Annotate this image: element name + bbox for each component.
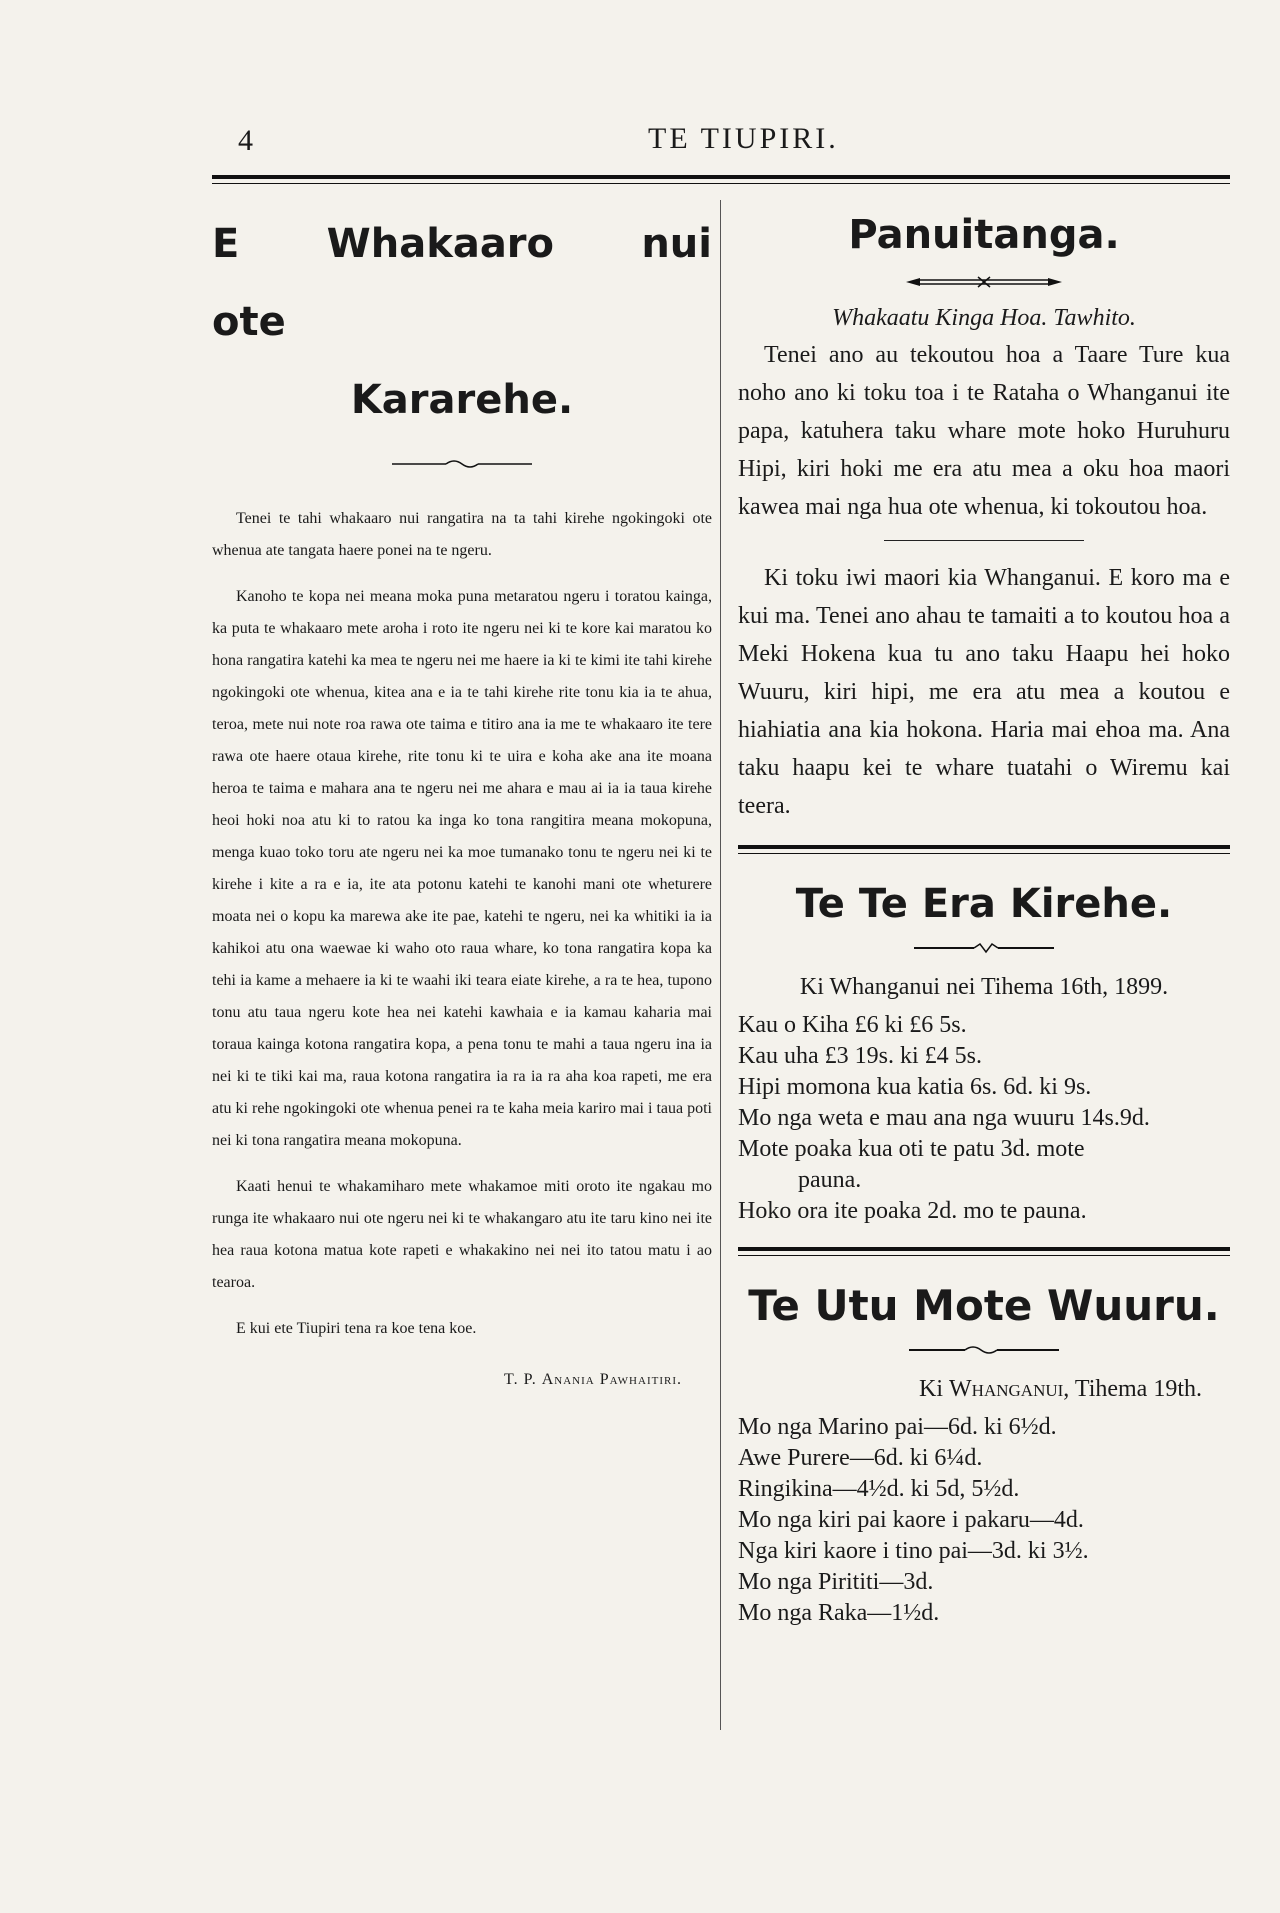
signature-name: Anania Pawhaitiri. (541, 1371, 682, 1388)
list-item: Awe Purere—6d. ki 6¼d. (738, 1445, 983, 1471)
list-item: Kau uha £3 19s. ki £4 5s. (738, 1043, 982, 1069)
article-headline (212, 205, 712, 439)
date-place: Whanganui, (949, 1376, 1070, 1402)
date-prefix: Ki (919, 1376, 944, 1402)
article-signature (212, 1371, 712, 1389)
list-item: Nga kiri kaore i tino pai—3d. ki 3½. (738, 1538, 1089, 1564)
article-paragraph-3: Kaati henui te whakamiharo mete whakamoe miti oroto ite ngakau mo runga ite whakaaro nui ote ngeru nei ki te whakangaro atu ite taru kino nei ite hea raua kotona matua kote rapeti e whakakino nei nei ito tatou matu i ao tearoa. (212, 1178, 712, 1291)
left-column (212, 205, 712, 1389)
list-item: Mo nga kiri pai kaore i pakaru—4d. (738, 1507, 1084, 1533)
header-rule-thin (212, 183, 1230, 184)
ornament-divider-icon (909, 1344, 1059, 1356)
list-item: Mo nga Pirititi—3d. (738, 1569, 934, 1595)
column-divider (720, 200, 721, 1730)
flourish-ornament-icon (914, 942, 1054, 954)
kirehe-prices-title: Te Te Era Kirehe. (795, 881, 1173, 927)
section-rule-thick (738, 1247, 1230, 1251)
article-paragraph-1: Tenei te tahi whakaaro nui rangatira na ta tahi kirehe ngokingoki ote whenua ate tangata haere ponei na te ngeru. (212, 510, 712, 559)
panuitanga-notice-2: Ki toku iwi maori kia Whanganui. E koro ma e kui ma. Tenei ano ahau te tamaiti a to koutou hoa a Meki Hokena kua tu ano taku Haapu hei hoko Wuuru, kiri hipi, me era atu mea a koutou e hiahiatia ana kia hokona. Haria mai ehoa ma. Ana taku haapu kei te whare tuatahi o Wiremu kai teera. (738, 565, 1230, 819)
notice-separator (884, 540, 1084, 541)
kirehe-prices-date: Ki Whanganui nei Tihema 16th, 1899. (799, 974, 1169, 1000)
panuitanga-title: Panuitanga. (848, 212, 1120, 258)
list-item: Mo nga Marino pai—6d. ki 6½d. (738, 1414, 1057, 1440)
list-item: Mo nga weta e mau ana nga wuuru 14s.9d. (738, 1105, 1150, 1131)
list-item: Mote poaka kua oti te patu 3d. mote (738, 1136, 1085, 1162)
wool-prices-date (738, 1372, 1230, 1406)
right-column (738, 205, 1230, 1629)
article-paragraph-2: Kanoho te kopa nei meana moka puna metaratou ngeru i toratou kainga, ka puta te whakaaro mete aroha i roto ite ngeru nei ki te kore kai maratou ko hona rangatira katehi ka mea te ngeru nei me haere ia ki te kimi ite tahi kirehe ngokingoki ote whenua, kitea ana e ia te tahi kirehe rite tonu kia ia te ahua, teroa, mete nui note roa rawa ote taima e titiro ana ia me te whakaaro ite tere rawa ote haere otaua kirehe, rite tonu ki te uira e koha ake ana ite moana heroa te taima e mahara ana te ngeru nei me ahara e mau ai ia ia taua kirehe heoi hoki noa atu ki to ratou ka inga ko tona rangitira meana mokopuna, menga kuao toko toru ate ngeru nei ka moe tumanako tonu te ngeru nei ki te kirehe i kite a ra e ia, ite ata potonu katehi te kanohi mani ote wheturere moata nei o kopu ka marewa ake ite pae, katehi te ngeru, nei ka whitiki ia ia kahikoi atu ona waewae ki waho oto raua whare, ko tona rangatira kopa ka tehi ia kame a mehaere ia ki te waahi iki teara eiate kirehe, a ra te hea, tupono tonu atu taua ngeru kote hea nei katehi kawhaia e ia kamau kaharia mai toraua kainga kotona rangatira kopa, a pena tonu te mahi a taua ngeru ina ia nei ki te tiki kai ma, raua kotona rangatira ia ra ia ra aha koa rapeti, me era atu ki rehe ngokingoki ote whenua penei ra te kaha meia kariro mai i taua poti nei ki tona rangatira meana mokopuna. (212, 588, 712, 1149)
ornament-divider-icon (392, 458, 532, 470)
kirehe-price-list (738, 1010, 1230, 1227)
masthead-title: TE TIUPIRI. (648, 122, 839, 155)
headline-ornament (212, 457, 712, 475)
list-item: Kau o Kiha £6 ki £6 5s. (738, 1012, 967, 1038)
date-rest: Tihema 19th. (1074, 1376, 1202, 1402)
list-item: Hipi momona kua katia 6s. 6d. ki 9s. (738, 1074, 1092, 1100)
section-rule-thin (738, 1255, 1230, 1256)
list-item: pauna. (798, 1167, 862, 1193)
arrow-ornament-icon (904, 275, 1064, 289)
list-item: Mo nga Raka—1½d. (738, 1600, 940, 1626)
page-number: 4 (238, 124, 253, 157)
signature-initials: T. P. (504, 1371, 537, 1388)
list-item: Ringikina—4½d. ki 5d, 5½d. (738, 1476, 1020, 1502)
section-rule-thick (738, 845, 1230, 849)
list-item: Hoko ora ite poaka 2d. mo te pauna. (738, 1198, 1087, 1224)
headline-line-2: Kararehe. (350, 377, 574, 423)
header-rule-thick (212, 175, 1230, 179)
wool-prices-title: Te Utu Mote Wuuru. (748, 1281, 1220, 1330)
article-paragraph-4: E kui ete Tiupiri tena ra koe tena koe. (236, 1320, 477, 1337)
panuitanga-subtitle: Whakaatu Kinga Hoa. Tawhito. (832, 305, 1136, 331)
headline-line-1: E Whakaaro nui ote (212, 221, 712, 345)
section-rule-thin (738, 853, 1230, 854)
wool-price-list (738, 1412, 1230, 1629)
panuitanga-notice-1: Tenei ano au tekoutou hoa a Taare Ture kua noho ano ki toku toa i te Rataha o Whanganui ite papa, katuhera taku whare mote hoko Huruhuru Hipi, kiri hoki me era atu mea a oku hoa maori kawea mai nga hua ote whenua, ki tokoutou hoa. (738, 342, 1230, 520)
